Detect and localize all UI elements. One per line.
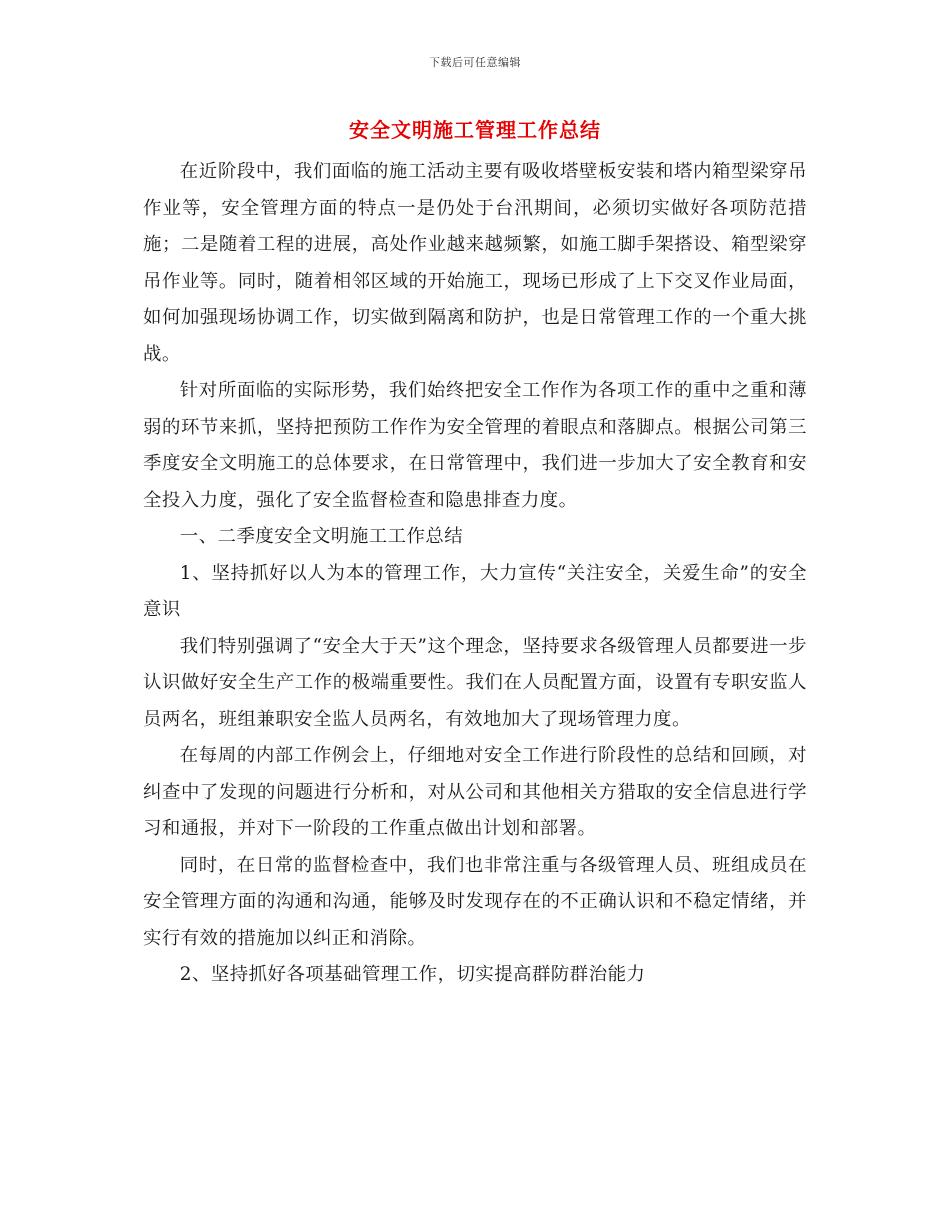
paragraph-situation: 针对所面临的实际形势，我们始终把安全工作作为各项工作的重中之重和薄弱的环节来抓，坚持把预防工作作为安全管理的着眼点和落脚点。根据公司第三季度安全文明施工的总体要求，在日常管理中，我们进一步加大了安全教育和安全投入力度，强化了安全监督检查和隐患排查力度。: [143, 380, 807, 511]
subheading-2: 2、坚持抓好各项基础管理工作，切实提高群防群治能力: [179, 964, 646, 985]
paragraph-communication: 同时，在日常的监督检查中，我们也非常注重与各级管理人员、班组成员在安全管理方面的沟通和沟通，能够及时发现存在的不正确认识和不稳定情绪，并实行有效的措施加以纠正和消除。: [143, 854, 807, 949]
section-heading-1: 一、二季度安全文明施工工作总结: [179, 526, 464, 547]
paragraph-staffing: 我们特别强调了“安全大于天”这个理念，坚持要求各级管理人员都要进一步认识做好安全生产工作的极端重要性。我们在人员配置方面，设置有专职安监人员两名，班组兼职安全监人员两名，有效地加大了现场管理力度。: [143, 635, 807, 730]
document-title: 安全文明施工管理工作总结: [349, 118, 601, 142]
paragraph-weekly-meeting: 在每周的内部工作例会上，仔细地对安全工作进行阶段性的总结和回顾，对纠查中了发现的问题进行分析和，对从公司和其他相关方猎取的安全信息进行学习和通报，并对下一阶段的工作重点做出计划和部署。: [143, 745, 807, 839]
paragraph-intro: 在近阶段中，我们面临的施工活动主要有吸收塔壁板安装和塔内箱型梁穿吊作业等，安全管理方面的特点一是仍处于台汛期间，必须切实做好各项防范措施；二是随着工程的进展，高处作业越来越频繁，如施工脚手架搭设、箱型梁穿吊作业等。同时，随着相邻区域的开始施工，现场已形成了上下交叉作业局面，如何加强现场协调工作，切实做到隔离和防护，也是日常管理工作的一个重大挑战。: [143, 161, 807, 365]
document-body: [143, 154, 807, 994]
header-note: 下载后可任意编辑: [429, 56, 521, 69]
subheading-1: 1、坚持抓好以人为本的管理工作，大力宣传“关注安全，关爱生命”的安全意识: [143, 562, 807, 620]
